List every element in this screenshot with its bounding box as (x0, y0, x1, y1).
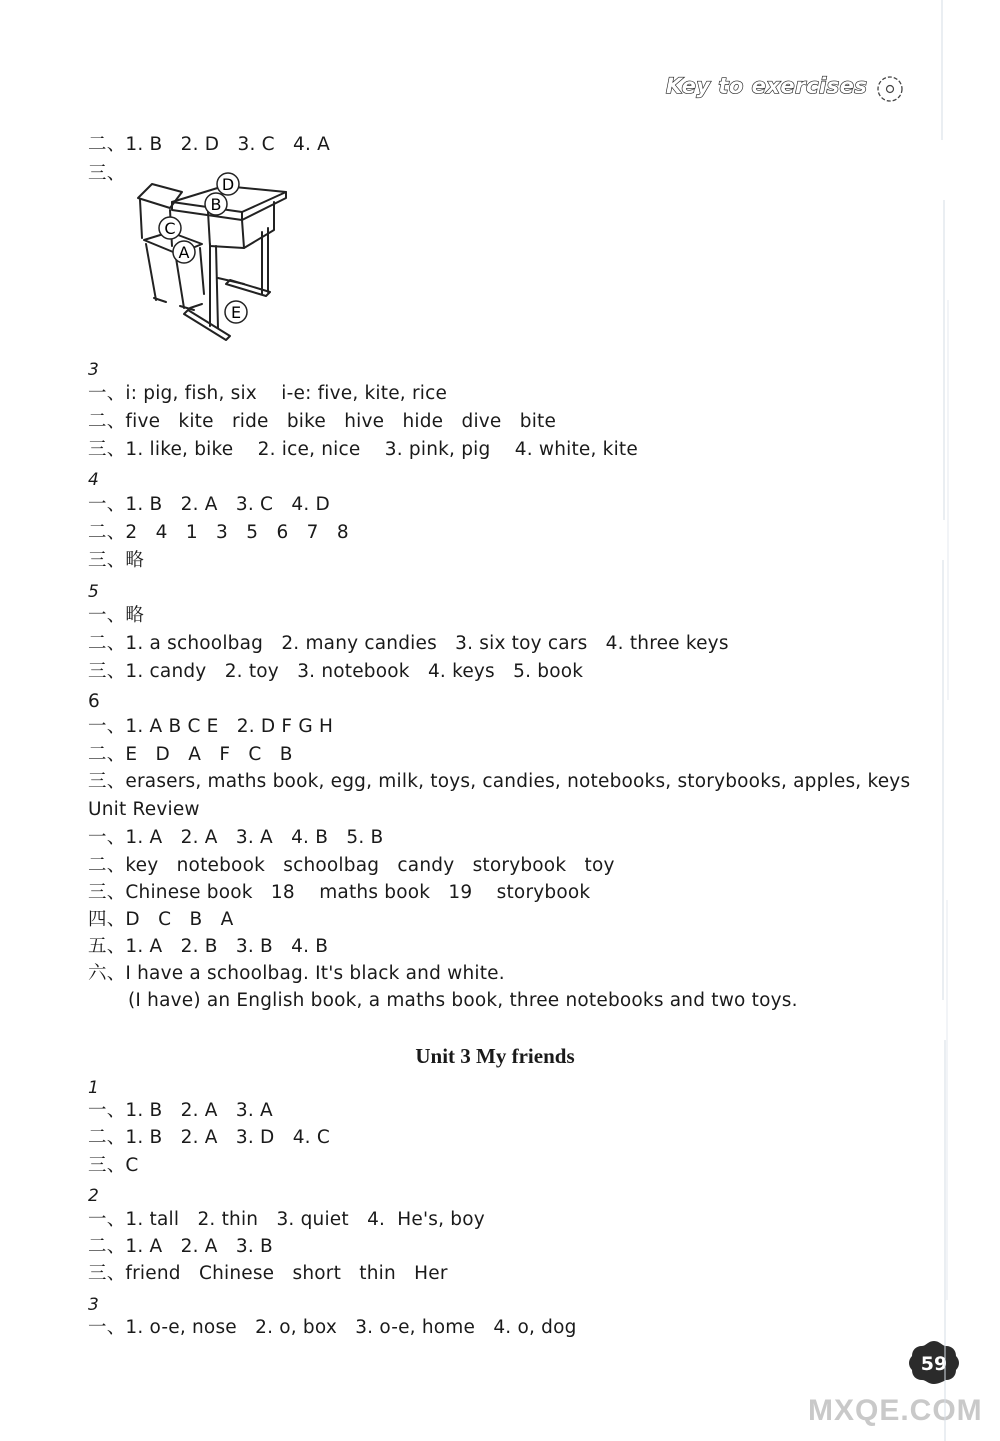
label-b (205, 193, 227, 215)
answer-line: 一、略 (88, 605, 145, 626)
answer-line: 三、1. like, bike 2. ice, nice 3. pink, pig 4. white, kite (88, 439, 638, 460)
answer-line: 二、1. B 2. A 3. D 4. C (88, 1127, 330, 1148)
answer-line: 一、1. tall 2. thin 3. quiet 4. He's, boy (88, 1209, 485, 1230)
svg-text:A: A (178, 243, 190, 262)
svg-text:59: 59 (920, 1353, 948, 1375)
scan-edge-decoration (938, 0, 958, 1441)
answer-line: 二、key notebook schoolbag candy storybook toy (88, 855, 615, 876)
answer-line: 一、1. B 2. A 3. C 4. D (88, 494, 330, 515)
answer-line: (I have) an English book, a maths book, three notebooks and two toys. (128, 990, 798, 1011)
section-number: 5 (88, 582, 100, 602)
label-c (159, 217, 181, 239)
answer-line: 一、1. o-e, nose 2. o, box 3. o-e, home 4. o, dog (88, 1317, 577, 1338)
svg-text:E: E (230, 303, 242, 322)
page-header-title: Key to exercises (666, 74, 868, 98)
svg-text:C: C (164, 219, 176, 238)
flower-icon (874, 74, 906, 104)
section-number: 1 (88, 1078, 100, 1098)
answer-line: 四、D C B A (88, 909, 234, 930)
answer-line: 六、I have a schoolbag. It's black and white. (88, 963, 505, 984)
answer-line: 三、 (88, 163, 126, 184)
answer-line: 一、1. A 2. A 3. A 4. B 5. B (88, 827, 384, 848)
answer-line: 三、略 (88, 550, 145, 571)
label-e (225, 301, 247, 323)
answer-line: 五、1. A 2. B 3. B 4. B (88, 936, 329, 957)
label-d (217, 173, 239, 195)
desk-chair-diagram (126, 168, 296, 350)
answer-line: 三、C (88, 1155, 139, 1176)
section-number: 3 (88, 1295, 100, 1315)
answer-line: 二、E D A F C B (88, 744, 293, 765)
section-heading: Unit Review (88, 799, 200, 820)
watermark-text: MXQE.COM (808, 1394, 983, 1427)
svg-text:B: B (210, 195, 222, 214)
answer-line: 三、Chinese book 18 maths book 19 storybook (88, 882, 591, 903)
answer-line: 二、2 4 1 3 5 6 7 8 (88, 522, 349, 543)
section-number: 6 (88, 691, 100, 712)
answer-line: 二、1. A 2. A 3. B (88, 1236, 273, 1257)
unit-title: Unit 3 My friends (415, 1044, 575, 1068)
label-a (173, 241, 195, 263)
answer-line: 三、erasers, maths book, egg, milk, toys, candies, notebooks, storybooks, apples, keys (88, 771, 911, 792)
answer-line: 一、1. B 2. A 3. A (88, 1100, 273, 1121)
section-number: 4 (88, 470, 100, 490)
answer-line: 二、five kite ride bike hive hide dive bite (88, 411, 557, 432)
answer-line: 一、1. A B C E 2. D F G H (88, 716, 334, 737)
section-number: 2 (88, 1186, 100, 1206)
svg-text:D: D (221, 175, 235, 194)
answer-line: 二、1. B 2. D 3. C 4. A (88, 134, 330, 155)
answer-line: 三、friend Chinese short thin Her (88, 1263, 448, 1284)
answer-line: 二、1. a schoolbag 2. many candies 3. six toy cars 4. three keys (88, 633, 729, 654)
section-number: 3 (88, 360, 100, 380)
answer-line: 一、i: pig, fish, six i-e: five, kite, rice (88, 383, 448, 404)
answer-line: 三、1. candy 2. toy 3. notebook 4. keys 5. book (88, 661, 584, 682)
